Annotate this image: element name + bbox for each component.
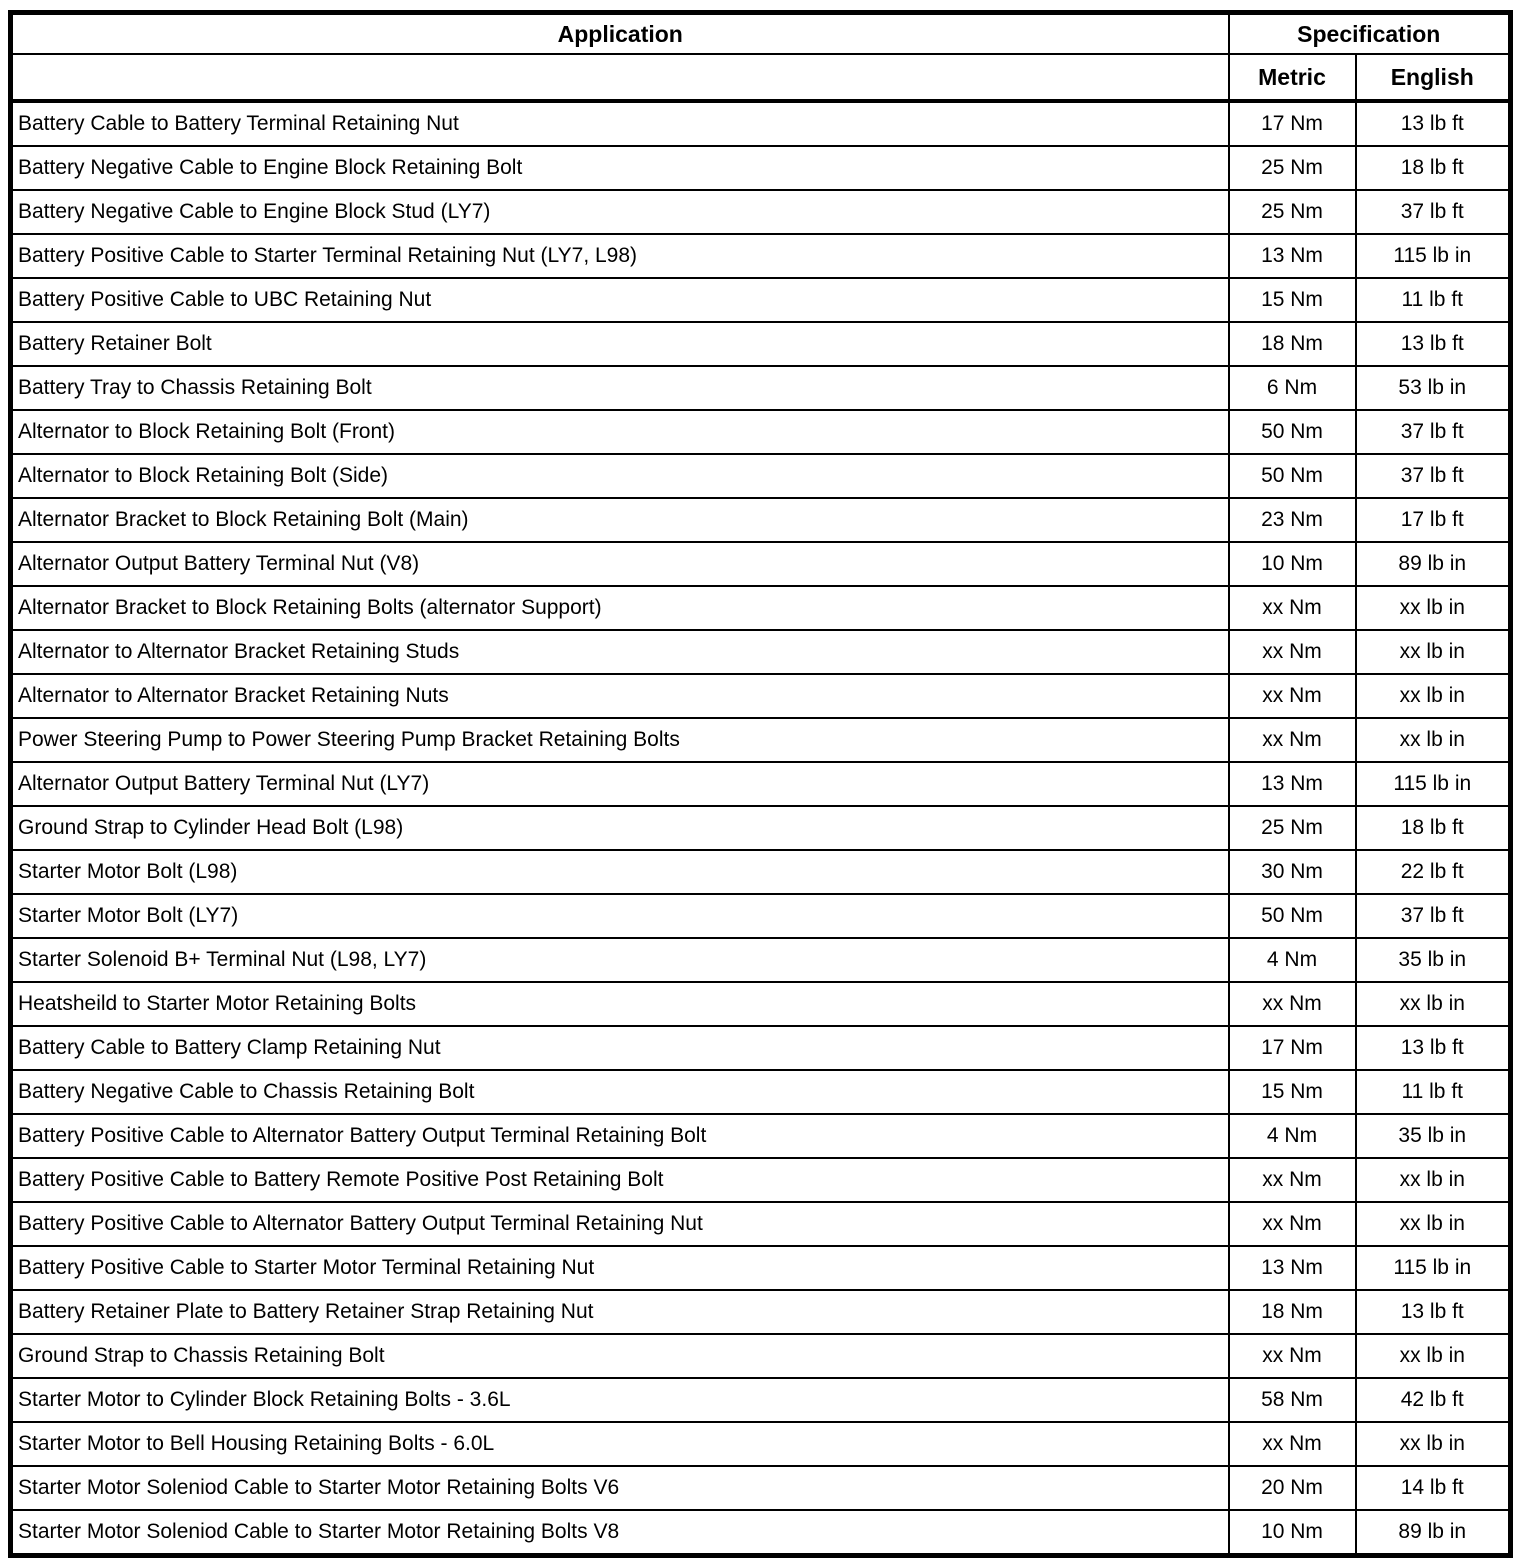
- metric-value-cell: xx Nm: [1229, 586, 1356, 630]
- application-cell: Alternator to Block Retaining Bolt (Side): [11, 454, 1229, 498]
- english-value-cell: 89 lb in: [1356, 1510, 1511, 1556]
- table-row: [11, 1114, 1511, 1158]
- english-value-cell: 13 lb ft: [1356, 1026, 1511, 1070]
- english-value-cell: 18 lb ft: [1356, 806, 1511, 850]
- metric-value-cell: 15 Nm: [1229, 1070, 1356, 1114]
- metric-value-cell: 25 Nm: [1229, 806, 1356, 850]
- application-header-spacer: [11, 54, 1229, 101]
- table-row: [11, 498, 1511, 542]
- metric-value-cell: xx Nm: [1229, 982, 1356, 1026]
- application-cell: Alternator Bracket to Block Retaining Bolt (Main): [11, 498, 1229, 542]
- table-row: [11, 586, 1511, 630]
- application-cell: Alternator Output Battery Terminal Nut (V8): [11, 542, 1229, 586]
- metric-value-cell: 10 Nm: [1229, 542, 1356, 586]
- table-row: [11, 410, 1511, 454]
- application-cell: Starter Motor Soleniod Cable to Starter Motor Retaining Bolts V8: [11, 1510, 1229, 1556]
- application-cell: Battery Negative Cable to Engine Block Stud (LY7): [11, 190, 1229, 234]
- metric-value-cell: 30 Nm: [1229, 850, 1356, 894]
- table-row: [11, 1026, 1511, 1070]
- metric-value-cell: 58 Nm: [1229, 1378, 1356, 1422]
- table-row: [11, 1070, 1511, 1114]
- table-row: [11, 1290, 1511, 1334]
- metric-value-cell: 18 Nm: [1229, 1290, 1356, 1334]
- metric-value-cell: 13 Nm: [1229, 234, 1356, 278]
- application-cell: Battery Positive Cable to Starter Motor Terminal Retaining Nut: [11, 1246, 1229, 1290]
- table-row: [11, 806, 1511, 850]
- english-value-cell: 13 lb ft: [1356, 101, 1511, 146]
- metric-value-cell: 18 Nm: [1229, 322, 1356, 366]
- metric-value-cell: xx Nm: [1229, 1158, 1356, 1202]
- specification-column-header: Specification: [1229, 13, 1511, 55]
- metric-value-cell: 17 Nm: [1229, 101, 1356, 146]
- application-cell: Battery Negative Cable to Chassis Retaining Bolt: [11, 1070, 1229, 1114]
- table-header: [11, 13, 1511, 102]
- application-cell: Battery Positive Cable to Starter Terminal Retaining Nut (LY7, L98): [11, 234, 1229, 278]
- metric-value-cell: 25 Nm: [1229, 146, 1356, 190]
- application-cell: Starter Motor Bolt (L98): [11, 850, 1229, 894]
- english-value-cell: 11 lb ft: [1356, 278, 1511, 322]
- english-value-cell: xx lb in: [1356, 1334, 1511, 1378]
- application-cell: Battery Positive Cable to Alternator Battery Output Terminal Retaining Nut: [11, 1202, 1229, 1246]
- table-row: [11, 101, 1511, 146]
- metric-value-cell: 50 Nm: [1229, 454, 1356, 498]
- table-row: [11, 674, 1511, 718]
- table-row: [11, 1246, 1511, 1290]
- metric-value-cell: 25 Nm: [1229, 190, 1356, 234]
- application-cell: Heatsheild to Starter Motor Retaining Bolts: [11, 982, 1229, 1026]
- metric-value-cell: 20 Nm: [1229, 1466, 1356, 1510]
- application-cell: Battery Positive Cable to Battery Remote Positive Post Retaining Bolt: [11, 1158, 1229, 1202]
- table-row: [11, 542, 1511, 586]
- application-cell: Battery Positive Cable to Alternator Battery Output Terminal Retaining Bolt: [11, 1114, 1229, 1158]
- table-row: [11, 278, 1511, 322]
- application-cell: Starter Motor Bolt (LY7): [11, 894, 1229, 938]
- application-cell: Battery Cable to Battery Terminal Retaining Nut: [11, 101, 1229, 146]
- application-cell: Battery Tray to Chassis Retaining Bolt: [11, 366, 1229, 410]
- english-value-cell: 35 lb in: [1356, 1114, 1511, 1158]
- english-value-cell: 18 lb ft: [1356, 146, 1511, 190]
- metric-value-cell: 50 Nm: [1229, 410, 1356, 454]
- table-row: [11, 366, 1511, 410]
- application-cell: Starter Motor to Cylinder Block Retaining Bolts - 3.6L: [11, 1378, 1229, 1422]
- application-cell: Battery Cable to Battery Clamp Retaining Nut: [11, 1026, 1229, 1070]
- english-value-cell: 14 lb ft: [1356, 1466, 1511, 1510]
- table-row: [11, 234, 1511, 278]
- english-value-cell: 37 lb ft: [1356, 894, 1511, 938]
- english-value-cell: 37 lb ft: [1356, 454, 1511, 498]
- application-cell: Alternator to Alternator Bracket Retaining Studs: [11, 630, 1229, 674]
- application-column-header: Application: [11, 13, 1229, 55]
- metric-value-cell: 13 Nm: [1229, 762, 1356, 806]
- english-value-cell: 35 lb in: [1356, 938, 1511, 982]
- application-cell: Alternator to Block Retaining Bolt (Front): [11, 410, 1229, 454]
- english-value-cell: 115 lb in: [1356, 1246, 1511, 1290]
- metric-value-cell: xx Nm: [1229, 1422, 1356, 1466]
- metric-value-cell: xx Nm: [1229, 630, 1356, 674]
- application-cell: Battery Negative Cable to Engine Block Retaining Bolt: [11, 146, 1229, 190]
- metric-value-cell: 10 Nm: [1229, 1510, 1356, 1556]
- table-row: [11, 190, 1511, 234]
- english-value-cell: 37 lb ft: [1356, 190, 1511, 234]
- metric-value-cell: xx Nm: [1229, 718, 1356, 762]
- header-row-groups: [11, 13, 1511, 55]
- metric-value-cell: 15 Nm: [1229, 278, 1356, 322]
- table-row: [11, 1378, 1511, 1422]
- english-value-cell: 89 lb in: [1356, 542, 1511, 586]
- metric-value-cell: 4 Nm: [1229, 938, 1356, 982]
- metric-value-cell: 6 Nm: [1229, 366, 1356, 410]
- english-value-cell: xx lb in: [1356, 982, 1511, 1026]
- application-cell: Alternator Output Battery Terminal Nut (LY7): [11, 762, 1229, 806]
- application-cell: Power Steering Pump to Power Steering Pump Bracket Retaining Bolts: [11, 718, 1229, 762]
- application-cell: Ground Strap to Chassis Retaining Bolt: [11, 1334, 1229, 1378]
- table-row: [11, 454, 1511, 498]
- application-cell: Starter Motor to Bell Housing Retaining Bolts - 6.0L: [11, 1422, 1229, 1466]
- header-row-units: [11, 54, 1511, 101]
- english-value-cell: xx lb in: [1356, 1202, 1511, 1246]
- table-row: [11, 1510, 1511, 1556]
- metric-value-cell: 23 Nm: [1229, 498, 1356, 542]
- table-row: [11, 322, 1511, 366]
- metric-value-cell: xx Nm: [1229, 1202, 1356, 1246]
- english-value-cell: 22 lb ft: [1356, 850, 1511, 894]
- application-cell: Battery Retainer Bolt: [11, 322, 1229, 366]
- metric-value-cell: 13 Nm: [1229, 1246, 1356, 1290]
- application-cell: Starter Solenoid B+ Terminal Nut (L98, LY7): [11, 938, 1229, 982]
- table-row: [11, 1158, 1511, 1202]
- english-value-cell: 17 lb ft: [1356, 498, 1511, 542]
- english-value-cell: 13 lb ft: [1356, 1290, 1511, 1334]
- table-row: [11, 1466, 1511, 1510]
- english-value-cell: 115 lb in: [1356, 762, 1511, 806]
- metric-value-cell: xx Nm: [1229, 674, 1356, 718]
- table-row: [11, 938, 1511, 982]
- table-row: [11, 146, 1511, 190]
- english-value-cell: 37 lb ft: [1356, 410, 1511, 454]
- application-cell: Alternator to Alternator Bracket Retaining Nuts: [11, 674, 1229, 718]
- english-value-cell: xx lb in: [1356, 718, 1511, 762]
- application-cell: Ground Strap to Cylinder Head Bolt (L98): [11, 806, 1229, 850]
- application-cell: Battery Positive Cable to UBC Retaining Nut: [11, 278, 1229, 322]
- english-value-cell: xx lb in: [1356, 630, 1511, 674]
- metric-value-cell: xx Nm: [1229, 1334, 1356, 1378]
- table-row: [11, 850, 1511, 894]
- english-value-cell: 42 lb ft: [1356, 1378, 1511, 1422]
- metric-value-cell: 17 Nm: [1229, 1026, 1356, 1070]
- metric-column-header: Metric: [1229, 54, 1356, 101]
- application-cell: Starter Motor Soleniod Cable to Starter Motor Retaining Bolts V6: [11, 1466, 1229, 1510]
- table-row: [11, 718, 1511, 762]
- table-row: [11, 1202, 1511, 1246]
- application-cell: Battery Retainer Plate to Battery Retainer Strap Retaining Nut: [11, 1290, 1229, 1334]
- english-value-cell: xx lb in: [1356, 1158, 1511, 1202]
- table-body: [11, 101, 1511, 1556]
- application-cell: Alternator Bracket to Block Retaining Bolts (alternator Support): [11, 586, 1229, 630]
- table-row: [11, 982, 1511, 1026]
- torque-spec-table: [8, 10, 1513, 1558]
- metric-value-cell: 4 Nm: [1229, 1114, 1356, 1158]
- table-row: [11, 630, 1511, 674]
- english-value-cell: 115 lb in: [1356, 234, 1511, 278]
- english-value-cell: 13 lb ft: [1356, 322, 1511, 366]
- table-row: [11, 1422, 1511, 1466]
- english-value-cell: 11 lb ft: [1356, 1070, 1511, 1114]
- english-value-cell: xx lb in: [1356, 586, 1511, 630]
- english-value-cell: 53 lb in: [1356, 366, 1511, 410]
- table-row: [11, 762, 1511, 806]
- metric-value-cell: 50 Nm: [1229, 894, 1356, 938]
- english-value-cell: xx lb in: [1356, 1422, 1511, 1466]
- english-column-header: English: [1356, 54, 1511, 101]
- english-value-cell: xx lb in: [1356, 674, 1511, 718]
- table-row: [11, 894, 1511, 938]
- table-row: [11, 1334, 1511, 1378]
